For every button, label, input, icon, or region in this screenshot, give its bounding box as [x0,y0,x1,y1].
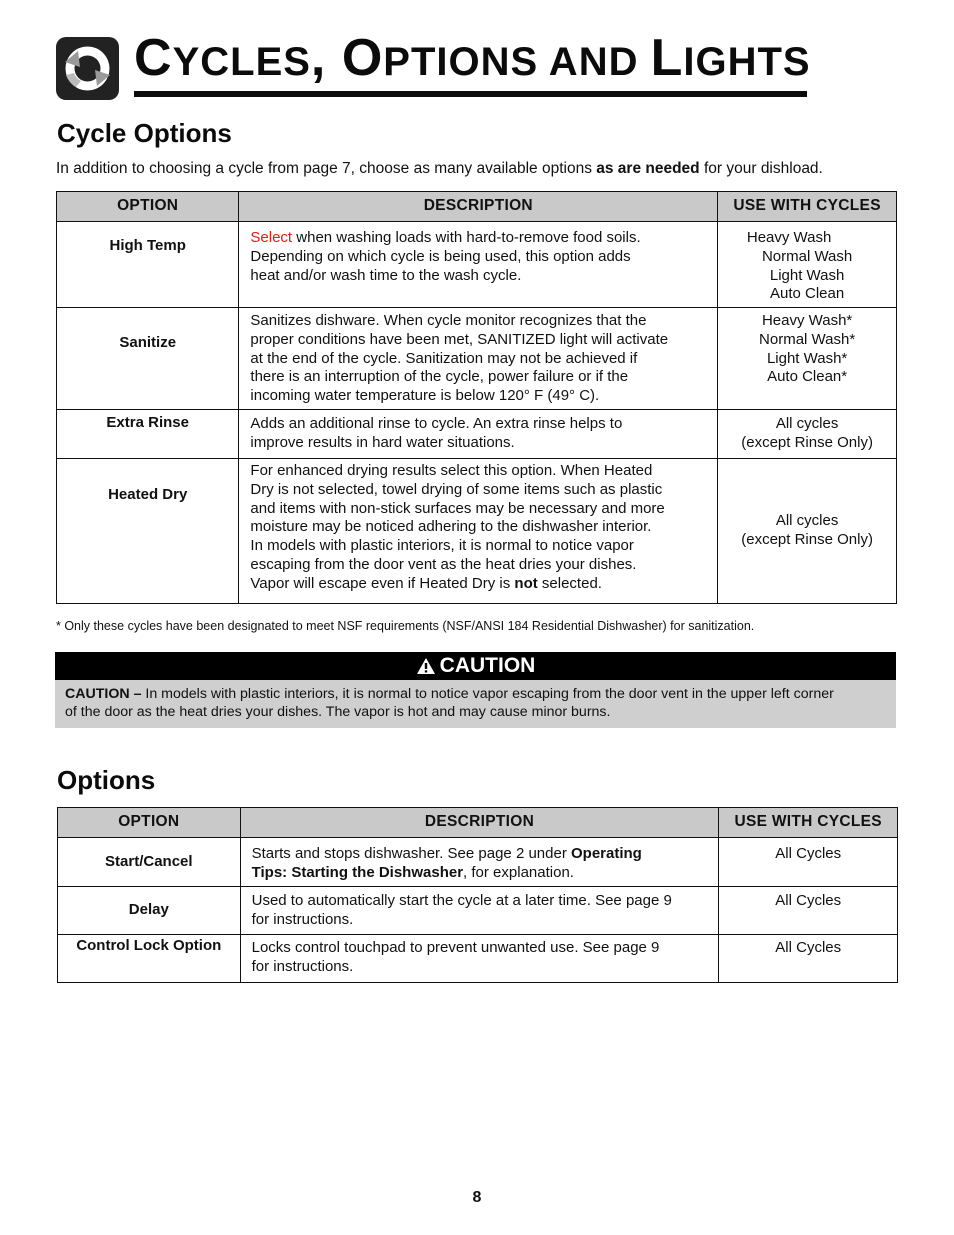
option-cycles: All Cycles [719,887,898,935]
column-header-cycles: USE WITH CYCLES [718,192,897,222]
options-heading: Options [57,765,156,795]
cycle-arrows-icon [56,37,119,100]
option-name: Heated Dry [57,459,239,604]
column-header-option: OPTION [57,192,239,222]
option-name: Start/Cancel [58,838,241,887]
cycle-options-heading: Cycle Options [57,118,232,148]
option-cycles: Heavy Wash Normal Wash Light Wash Auto Clean [718,222,897,308]
table-header-row [57,192,897,222]
table-row [57,308,897,410]
column-header-description: DESCRIPTION [240,808,719,838]
table-row [58,887,898,935]
caution-text: CAUTION – In models with plastic interiors, it is normal to notice vapor escaping from the door vent in the upper left corner of the door as the heat dries your dishes. The vapor is hot and may cause minor burns. [55,680,896,728]
table-header-row [58,808,898,838]
page-title: CYCLES, OPTIONS AND LIGHTS [134,29,811,87]
option-description: Sanitizes dishware. When cycle monitor recognizes that the proper conditions have been met, SANITIZED light will activate at the end of the cycle. Sanitization may not be achieved if there is an interruption of the cycle, power failure or if the incoming water temperature is below 120° F (49° C). [239,308,718,410]
option-cycles: All cycles (except Rinse Only) [718,410,897,459]
caution-label: CAUTION [439,654,536,677]
table-row [57,222,897,308]
option-name: Control Lock Option [58,935,241,983]
option-name: Extra Rinse [57,410,239,459]
cycle-options-table [56,191,897,604]
option-name: Delay [58,887,241,935]
option-description: Starts and stops dishwasher. See page 2 under Operating Tips: Starting the Dishwasher, for explanation. [240,838,719,887]
option-name: Sanitize [57,308,239,410]
column-header-option: OPTION [58,808,241,838]
table-row [58,838,898,887]
option-cycles: All cycles (except Rinse Only) [718,459,897,604]
nsf-footnote: * Only these cycles have been designated to meet NSF requirements (NSF/ANSI 184 Residential Dishwasher) for sanitization. [56,619,755,633]
page-number: 8 [472,1189,482,1206]
title-underline [134,91,807,97]
option-cycles: All Cycles [719,838,898,887]
table-row [57,459,897,604]
option-name: High Temp [57,222,239,308]
option-description: Used to automatically start the cycle at a later time. See page 9 for instructions. [240,887,719,935]
option-description: For enhanced drying results select this option. When Heated Dry is not selected, towel drying of some items such as plastic and items with non-stick surfaces may be necessary and more moisture may be noticed adhering to the dishwasher interior. In models with plastic interiors, it is normal to notice vapor escaping from the door vent as the heat dries your dishes. Vapor will escape even if Heated Dry is not selected. [239,459,718,604]
column-header-cycles: USE WITH CYCLES [719,808,898,838]
options-table [57,807,898,983]
column-header-description: DESCRIPTION [239,192,718,222]
option-cycles: All Cycles [719,935,898,983]
warning-triangle-icon [416,657,436,675]
cycle-options-intro: In addition to choosing a cycle from page 7, choose as many available options as are needed for your dishload. [56,160,823,177]
table-row [58,935,898,983]
table-row [57,410,897,459]
option-description: Locks control touchpad to prevent unwanted use. See page 9 for instructions. [240,935,719,983]
option-description: Select when washing loads with hard-to-remove food soils. Depending on which cycle is being used, this option adds heat and/or wash time to the wash cycle. [239,222,718,308]
caution-banner [55,652,896,680]
option-cycles: Heavy Wash* Normal Wash* Light Wash* Auto Clean* [718,308,897,410]
option-description: Adds an additional rinse to cycle. An extra rinse helps to improve results in hard water situations. [239,410,718,459]
